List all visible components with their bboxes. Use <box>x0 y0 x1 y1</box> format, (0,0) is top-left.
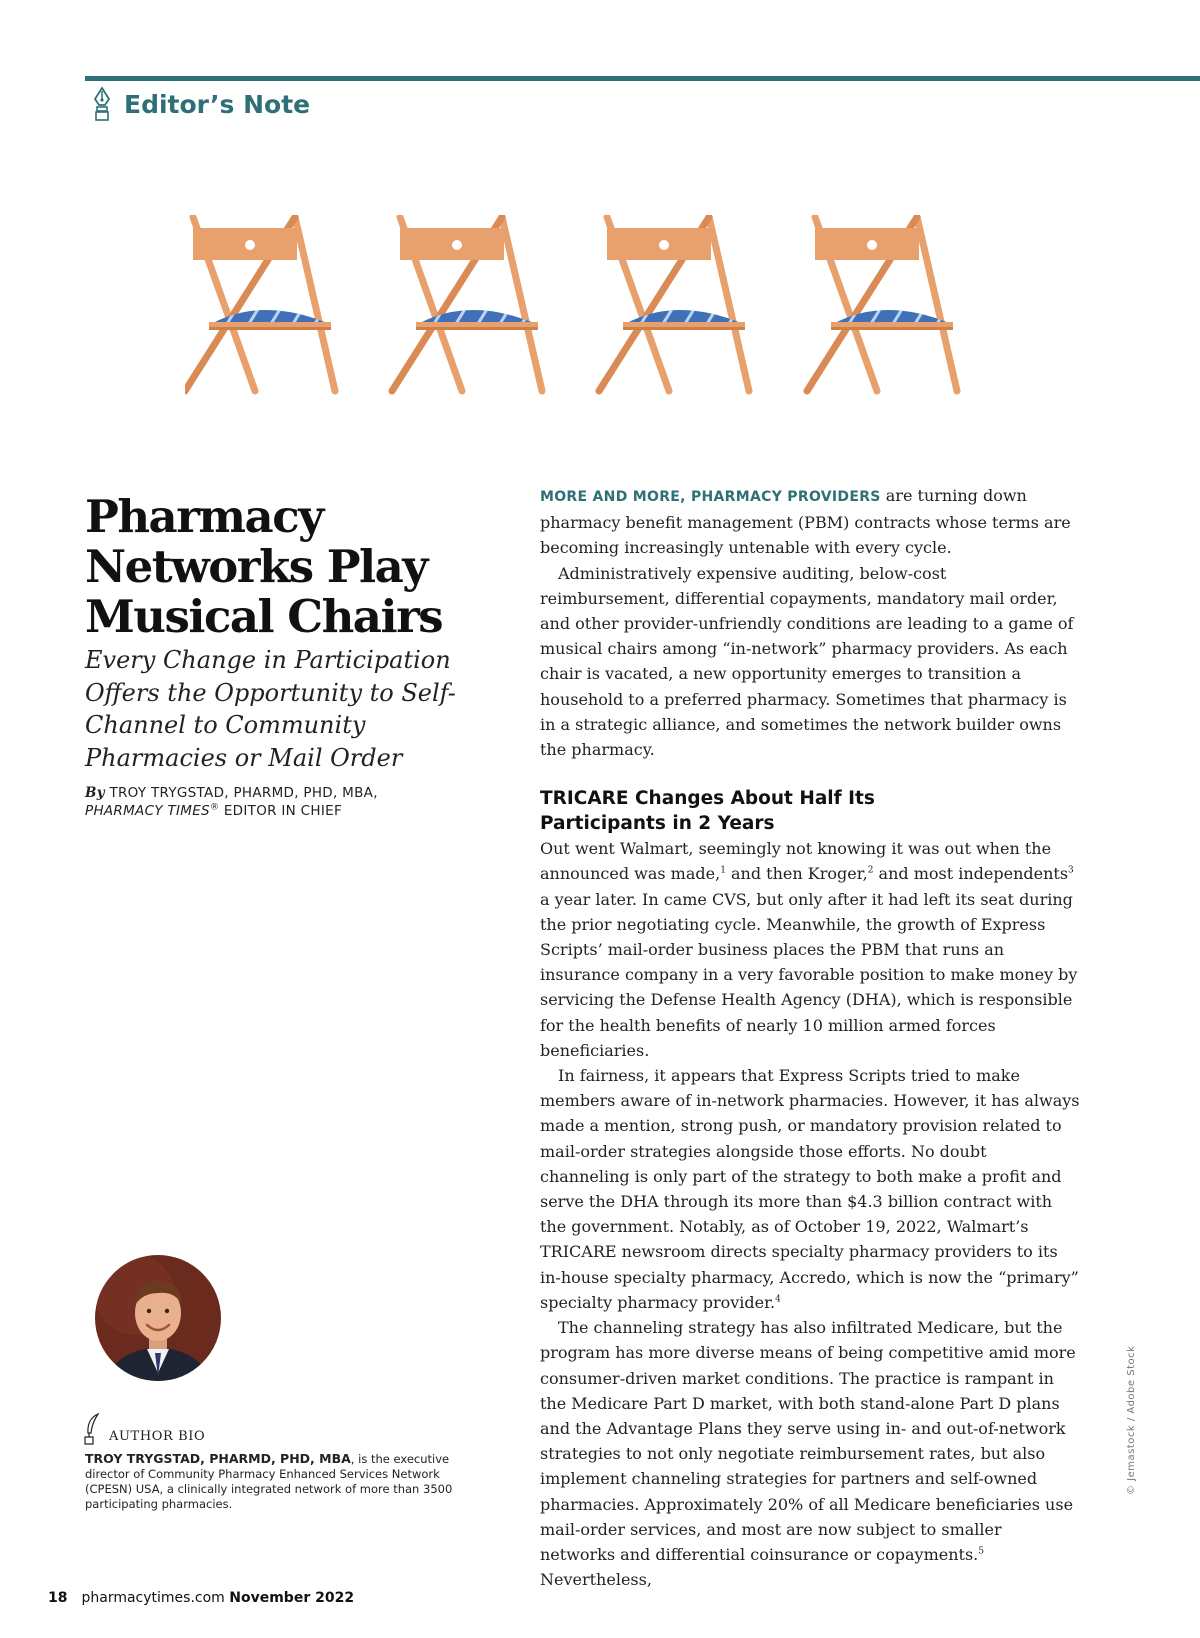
byline-publication: PHARMACY TIMES <box>85 803 210 819</box>
paragraph: MORE AND MORE, PHARMACY PROVIDERS are turning down pharmacy benefit management (PBM) contracts whose terms are becoming increasingly untenable with every cycle. <box>540 486 1071 558</box>
chair <box>807 217 957 391</box>
footnote-ref: 2 <box>867 866 874 877</box>
article-dek: Every Change in Participation Offers the Opportunity to Self-Channel to Community Pharmacies or Mail Order <box>85 646 456 772</box>
section-title: Editor’s Note <box>124 89 311 119</box>
footnote-ref: 1 <box>720 866 726 877</box>
byline-by: By <box>85 785 105 801</box>
paragraph: Out went Walmart, seemingly not knowing it was out when the announced was made,$^1$ and then Kroger,$^2$ and most independents$^3$ a year later. In came CVS, but only after it had left its seat during the prior negotiating cycle. Meanwhile, the growth of Express Scripts’ mail-order business places the PBM that runs an insurance company in a very favorable position to make money by servicing the Defense Health Agency (DHA), which is responsible for the health benefits of nearly 10 million armed forces beneficiaries. <box>540 839 1078 1060</box>
quill-icon <box>83 1413 101 1445</box>
article-headline: Pharmacy Networks Play Musical Chairs <box>85 490 443 643</box>
section-header <box>90 86 310 122</box>
top-rule <box>85 76 1200 81</box>
author-bio-label: AUTHOR BIO <box>109 1429 206 1444</box>
author-photo <box>95 1255 221 1381</box>
chair <box>185 217 335 391</box>
byline-role: EDITOR IN CHIEF <box>223 803 343 819</box>
page-footer <box>48 1590 354 1606</box>
pen-nib-icon <box>90 86 114 122</box>
author-bio-text <box>85 1451 470 1512</box>
registered-mark: ® <box>209 802 220 813</box>
byline <box>85 784 465 820</box>
section-subhead: TRICARE Changes About Half Its Participants in 2 Years <box>540 788 875 835</box>
page-number: 18 <box>48 1590 68 1606</box>
author-bio-header <box>83 1413 205 1445</box>
paragraph: The channeling strategy has also infiltrated Medicare, but the program has more diverse means of being competitive amid more consumer-driven market conditions. The practice is rampant in the Medicare Part D market, with both stand-alone Part D plans and the Advantage Plans they serve using in- and out-of-network strategies to not only negotiate reimbursement rates, but also implement channeling strategies for partners and self-owned pharmacies. Approximately 20% of all Medicare beneficiaries use mail-order services, and most are now subject to smaller networks and differential coinsurance or copayments.$^5$ Nevertheless, <box>540 1318 1076 1590</box>
chairs-illustration <box>185 215 985 405</box>
footnote-ref: 3 <box>1068 866 1074 877</box>
footer-site: pharmacytimes.com <box>81 1590 225 1606</box>
paragraph: In fairness, it appears that Express Scripts tried to make members aware of in-network pharmacies. However, it has always made a mention, strong push, or mandatory provision related to mail-order strategies alongside those efforts. No doubt channeling is only part of the strategy to both make a profit and serve the DHA through its more than $4.3 billion contract with the government. Notably, as of October 19, 2022, Walmart’s TRICARE newsroom directs specialty pharmacy providers to its in-house specialty pharmacy, Accredo, which is now the “primary” specialty pharmacy provider.$^4$ <box>540 1066 1080 1312</box>
footnote-ref: 5 <box>978 1546 984 1557</box>
chair <box>599 217 749 391</box>
chair <box>392 217 542 391</box>
author-bio-name: TROY TRYGSTAD, PHARMD, PHD, MBA <box>85 1451 351 1466</box>
paragraph: Administratively expensive auditing, below-cost reimbursement, differential copayments, mandatory mail order, and other provider-unfriendly conditions are leading to a game of musical chairs among “in-network” pharmacy providers. As each chair is vacated, a new opportunity emerges to transition a household to a preferred pharmacy. Sometimes that pharmacy is in a strategic alliance, and sometimes the network builder owns the pharmacy. <box>540 563 1074 760</box>
byline-name: TROY TRYGSTAD, PHARMD, PHD, MBA, <box>109 785 378 801</box>
article-body <box>540 483 1080 1592</box>
photo-credit: © Jemastock / Adobe Stock <box>1126 1345 1137 1495</box>
footnote-ref: 4 <box>775 1294 781 1305</box>
footer-issue: November 2022 <box>229 1590 355 1606</box>
lead-in: MORE AND MORE, PHARMACY PROVIDERS <box>540 489 881 505</box>
author-bio-description: , is the executive director of Community Pharmacy Enhanced Services Network (CPESN) USA, a clinically integrated network of more than 3500 participating pharmacies. <box>85 1452 453 1511</box>
